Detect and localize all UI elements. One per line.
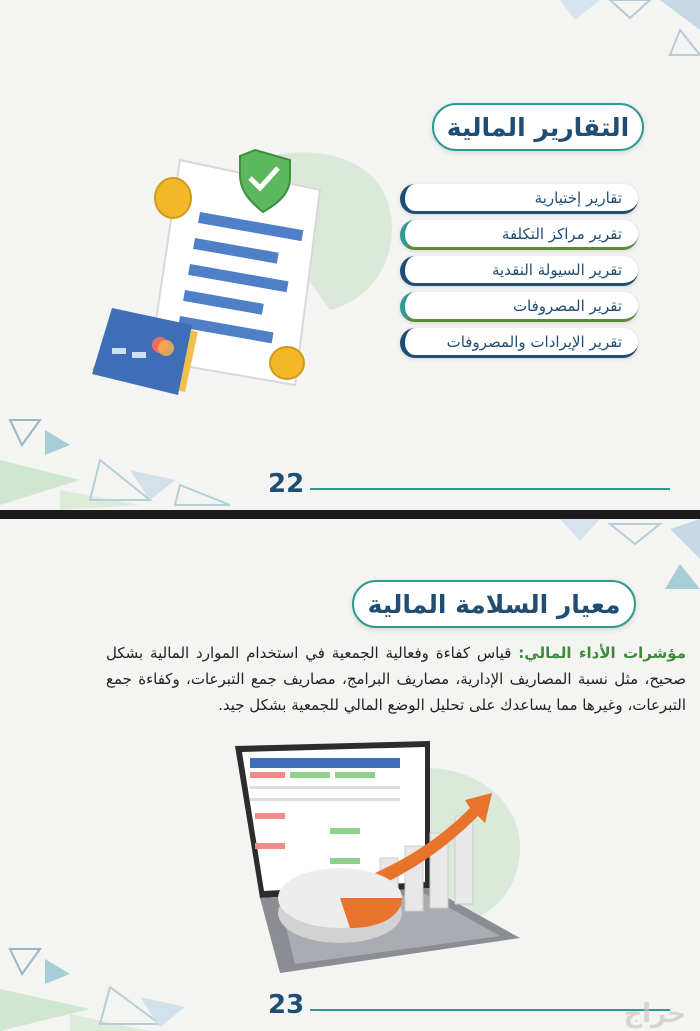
financial-kpi-paragraph (106, 640, 686, 718)
report-item-cash-liquidity[interactable]: تقرير السيولة النقدية (400, 256, 638, 286)
report-item-revenue-expenses[interactable]: تقرير الإيرادات والمصروفات (400, 328, 638, 358)
report-item-optional[interactable]: تقارير إختيارية (400, 184, 638, 214)
paragraph-lead: مؤشرات الأداء المالي: (518, 644, 686, 662)
laptop-chart-illustration (220, 738, 530, 978)
page-number: 23 (268, 990, 305, 1020)
footer-rule (310, 1009, 670, 1011)
page-number: 22 (268, 469, 305, 499)
report-list (400, 184, 638, 364)
footer-rule (310, 488, 670, 490)
slide-financial-reports (0, 0, 700, 510)
watermark-logo: حراج (623, 999, 686, 1029)
report-document-icon (80, 120, 410, 410)
report-item-expenses[interactable]: تقرير المصروفات (400, 292, 638, 322)
paragraph-body: قياس كفاءة وفعالية الجمعية في استخدام الموارد المالية بشكل صحيح، مثل نسبة المصاريف الإدارية، مصاريف البرامج، مصاريف جمع التبرعات، وكفاءة جمع التبرعات، وغيرها مما يساعدك على تحليل الوضع المالي للجمعية بشكل جيد. (106, 644, 686, 714)
page-title: التقارير المالية (432, 103, 644, 151)
page-title: معيار السلامة المالية (352, 580, 636, 628)
report-item-cost-centers[interactable]: تقرير مراكز التكلفة (400, 220, 638, 250)
